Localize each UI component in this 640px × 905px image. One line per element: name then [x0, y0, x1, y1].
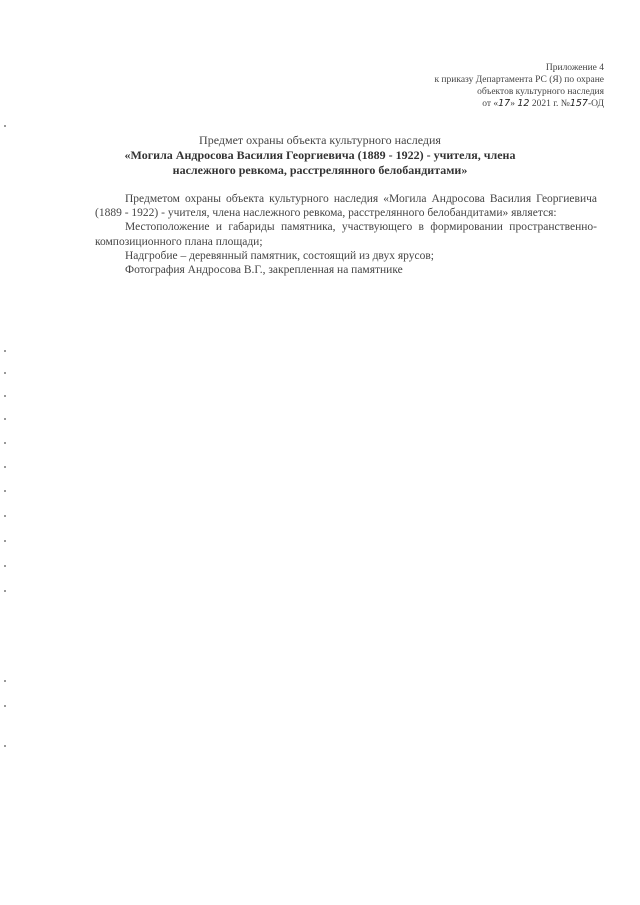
annex-dept-name: объектов культурного наследия: [477, 87, 604, 97]
annex-year: 2021 г. №: [529, 99, 570, 109]
annex-order-ref: к приказу Департамента РС (Я) по охране: [434, 75, 604, 85]
annex-date-line: [344, 98, 604, 110]
annex-number: 157: [569, 98, 588, 109]
document-title: [60, 133, 580, 178]
body-paragraph-photo: Фотография Андросова В.Г., закрепленная на памятнике: [125, 264, 403, 277]
document-body: [95, 192, 597, 277]
annex-number-suffix: -ОД: [587, 99, 604, 109]
title-line-3: наслежного ревкома, расстрелянного белобандитами»: [172, 163, 468, 177]
annex-day: 17: [498, 98, 511, 109]
scan-artifact-dots: [4, 0, 10, 905]
annex-title: Приложение 4: [545, 63, 604, 73]
title-line-1: Предмет охраны объекта культурного наследия: [199, 133, 441, 147]
body-paragraph-intro: Предметом охраны объекта культурного наследия «Могила Андросова Василия Георгиевича (1889 - 1922) - учителя, члена наслежного ревкома, расстрелянного белобандитами» является:: [95, 193, 597, 220]
body-paragraph-location: Местоположение и габариды памятника, участвующего в формировании пространственно-композиционного плана площади;: [95, 221, 597, 248]
annex-header: [344, 62, 604, 110]
body-paragraph-tombstone: Надгробие – деревянный памятник, состоящий из двух ярусов;: [125, 249, 434, 262]
annex-date-prefix: от «: [482, 99, 499, 109]
title-line-2: «Могила Андросова Василия Георгиевича (1889 - 1922) - учителя, члена: [124, 148, 516, 162]
annex-date-sep: »: [510, 99, 518, 109]
annex-month: 12: [517, 98, 530, 109]
